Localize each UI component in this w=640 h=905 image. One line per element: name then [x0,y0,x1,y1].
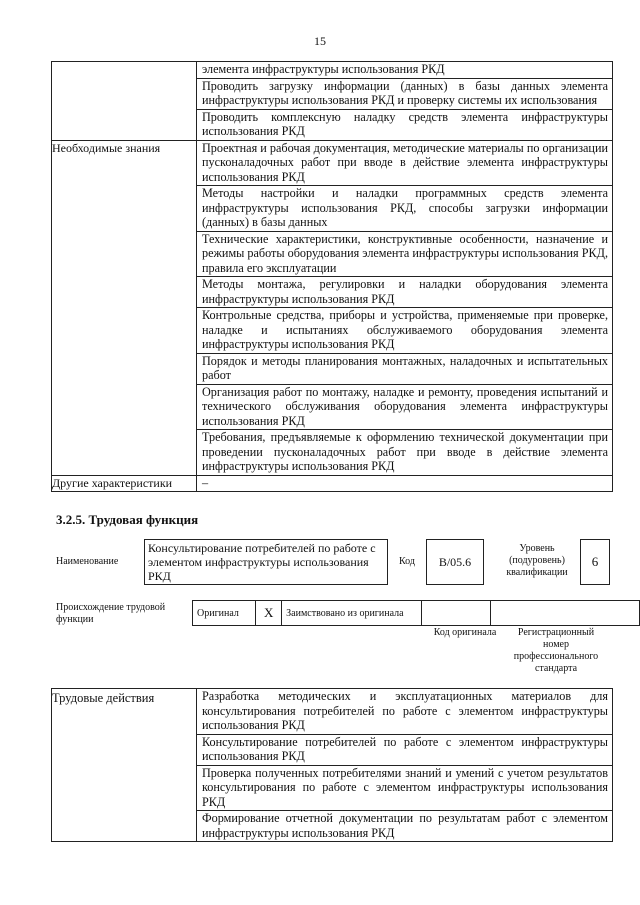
table-row [52,475,613,492]
section-title: 3.2.5. Трудовая функция [56,512,199,527]
list-item: Проверка полученных потребителями знаний и умений с учетом результатов консультирования по работе с элементом инфраструктуры использования РКД [197,766,612,812]
code-caption: Код оригинала [433,627,497,638]
original-mark: X [256,601,282,626]
row-content [197,475,613,492]
list-item: Формирование отчетной документации по результатам работ с элементом инфраструктуры использования РКД [202,811,608,840]
page-number: 15 [314,34,326,48]
row-label-knowledge: Необходимые знания [52,140,197,475]
list-item: Порядок и методы планирования монтажных, наладочных и испытательных работ [197,354,612,385]
list-item: Проводить комплексную наладку средств элемента инфраструктуры использования РКД [202,109,608,138]
level-value-box: 6 [580,539,610,585]
name-label: Наименование [56,556,119,567]
list-item: Проектная и рабочая документация, методические материалы по организации пусконаладочных работ при вводе в действие элемента инфраструктуры использования РКД [197,141,612,187]
row-content [197,689,613,842]
list-item: Разработка методических и эксплуатационных материалов для консультирования потребителей по работе с элементом инфраструктуры использования РКД [197,689,612,735]
level-label: Уровень (подуровень) квалификации [506,543,568,578]
function-code-box: В/05.6 [426,539,484,585]
list-item: Проводить загрузку информации (данных) в базы данных элемента инфраструктуры использования РКД и проверку системы их использования [197,79,612,110]
list-item: элемента инфраструктуры использования РКД [197,62,612,79]
origin-label: Происхождение трудовой функции [56,602,166,625]
borrowed-label: Заимствовано из оригинала [282,601,422,626]
origin-table [192,600,640,626]
list-item: Контрольные средства, приборы и устройства, применяемые при проверке, наладке и испытаниях обслуживаемого оборудования элемента инфраструктуры использования РКД [197,308,612,354]
registration-caption: Регистрационный номер профессионального стандарта [513,627,599,674]
list-item: Методы монтажа, регулировки и наладки оборудования элемента инфраструктуры использования РКД [197,277,612,308]
table-row [52,140,613,475]
code-label: Код [399,556,415,567]
list-item: Требования, предъявляемые к оформлению технической документации при проведении пусконаладочных работ при вводе в действие элемента инфраструктуры использования РКД [202,430,608,473]
table-row [52,62,613,141]
skills-knowledge-table [51,61,613,492]
list-item: Консультирование потребителей по работе с элементом инфраструктуры использования РКД [197,735,612,766]
labor-actions-table [51,688,613,842]
row-label [52,62,197,141]
row-label-actions: Трудовые действия [52,689,197,842]
list-item: Организация работ по монтажу, наладке и ремонту, проведения испытаний и технического обслуживания оборудования элемента инфраструктуры использования РКД [197,385,612,431]
table-row [52,689,613,842]
function-name-box: Консультирование потребителей по работе с элементом инфраструктуры использования РКД [144,539,388,585]
list-item: Технические характеристики, конструктивные особенности, назначение и режимы работы оборудования элемента инфраструктуры использования РКД, правила его эксплуатации [197,232,612,278]
row-content [197,62,613,141]
list-item: Методы настройки и наладки программных средств элемента инфраструктуры использования РКД, способы загрузки информации (данных) в базы данных [197,186,612,232]
row-content [197,140,613,475]
original-label: Оригинал [193,601,256,626]
list-item: – [202,475,209,490]
registration-number-cell [490,601,639,626]
row-label-other: Другие характеристики [52,475,197,492]
original-code-cell [422,601,491,626]
